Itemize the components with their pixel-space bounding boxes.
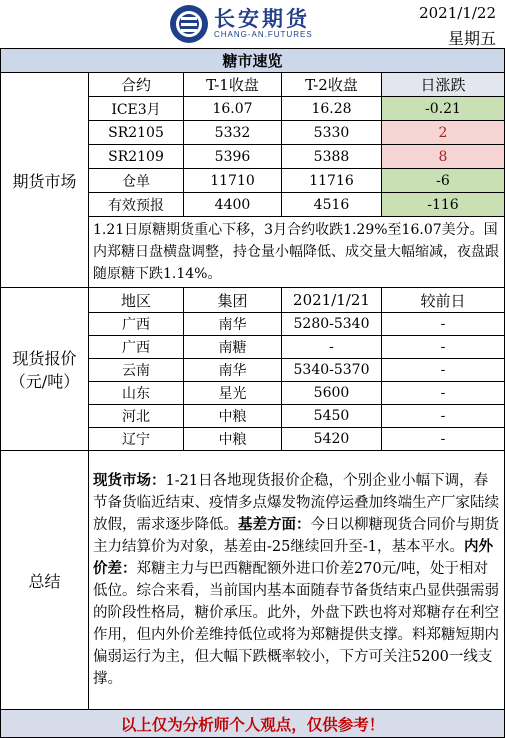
column-header: 集团 (184, 288, 282, 313)
daily-change: 8 (382, 145, 505, 169)
page-title: 糖市速览 (1, 49, 505, 73)
futures-header-row (1, 73, 505, 97)
group: 中粮 (184, 428, 282, 451)
t1-close: 5332 (184, 121, 282, 145)
summary-row (1, 451, 505, 710)
spot-price: 5340-5370 (282, 359, 382, 382)
spot-price: 5600 (282, 382, 382, 405)
price-change: - (382, 382, 505, 405)
group: 星光 (184, 382, 282, 405)
summary-text (89, 451, 505, 710)
column-header: 日涨跌 (382, 73, 505, 97)
price-change: - (382, 313, 505, 336)
column-header: 地区 (89, 288, 184, 313)
daily-change: -6 (382, 169, 505, 193)
daily-change: 2 (382, 121, 505, 145)
price-change: - (382, 336, 505, 359)
report-date: 2021/1/22 (419, 4, 496, 22)
price-change: - (382, 428, 505, 451)
contract-name: 仓单 (89, 169, 184, 193)
region: 山东 (89, 382, 184, 405)
t1-close: 5396 (184, 145, 282, 169)
group: 中粮 (184, 405, 282, 428)
sugar-market-table (0, 48, 505, 738)
region: 河北 (89, 405, 184, 428)
price-change: - (382, 359, 505, 382)
region: 辽宁 (89, 428, 184, 451)
table-title-row (1, 49, 505, 73)
group: 南华 (184, 359, 282, 382)
region: 广西 (89, 336, 184, 359)
company-logo (170, 4, 313, 44)
t1-close: 11710 (184, 169, 282, 193)
daily-change: -0.21 (382, 97, 505, 121)
column-header: 较前日 (382, 288, 505, 313)
report-weekday: 星期五 (447, 29, 496, 48)
summary-heading-basis: 基差方面： (238, 516, 311, 533)
disclaimer-row (1, 710, 505, 738)
daily-change: -116 (382, 193, 505, 217)
summary-paragraph: 1-21日各地现货报价企稳，个别企业小幅下调，春节备货临近结束、疫情多点爆发物流停运叠加终端生产厂家陆续放假，需求逐步降低。 (93, 473, 499, 533)
spot-section-unit: （元/吨） (9, 372, 80, 391)
spot-header-row (1, 288, 505, 313)
summary-heading-spread: 内外价差： (93, 538, 493, 577)
spot-section-label (1, 288, 89, 451)
column-header: 合约 (89, 73, 184, 97)
spot-price: 5280-5340 (282, 313, 382, 336)
t1-close: 16.07 (184, 97, 282, 121)
group: 南华 (184, 313, 282, 336)
summary-heading-spot: 现货市场： (93, 472, 166, 489)
summary-section-label: 总结 (1, 451, 89, 710)
column-header: T-1收盘 (184, 73, 282, 97)
logo-chinese-name: 长安期货 (214, 7, 310, 31)
logo-english-name: CHANG-AN.FUTURES (214, 30, 313, 39)
group: 南糖 (184, 336, 282, 359)
region: 云南 (89, 359, 184, 382)
column-header: 2021/1/21 (282, 288, 382, 313)
summary-paragraph: 郑糖主力与巴西糖配额外进口价差270元/吨，处于相对低位。综合来看，当前国内基本面随春节备货结束凸显供强需弱的阶段性格局，糖价承压。此外，外盘下跌也将对郑糖存在利空作用，但内外价差维持低位或将为郑糖提供支撑。料郑糖短期内偏弱运行为主，但大幅下跌概率较小，下方可关注5200一线支撑。 (93, 561, 499, 687)
summary-paragraph: 今日以柳糖现货合同价与期货主力结算价为对象，基差由-25继续回升至-1，基本平水。 (93, 517, 499, 555)
spot-price: - (282, 336, 382, 359)
t2-close: 4516 (282, 193, 382, 217)
price-change: - (382, 405, 505, 428)
disclaimer: 以上仅为分析师个人观点，仅供参考！ (1, 710, 505, 738)
t2-close: 16.28 (282, 97, 382, 121)
futures-section-label: 期货市场 (1, 73, 89, 288)
column-header: T-2收盘 (282, 73, 382, 97)
contract-name: SR2105 (89, 121, 184, 145)
t2-close: 11716 (282, 169, 382, 193)
logo-emblem-icon (170, 5, 208, 43)
contract-name: ICE3月 (89, 97, 184, 121)
spot-price: 5420 (282, 428, 382, 451)
t2-close: 5330 (282, 121, 382, 145)
t2-close: 5388 (282, 145, 382, 169)
page-header (0, 0, 504, 48)
futures-comment: 1.21日原糖期货重心下移，3月合约收跌1.29%至16.07美分。国内郑糖日盘横盘调整，持仓量小幅降低、成交量大幅缩减，夜盘跟随原糖下跌1.14%。 (89, 217, 505, 288)
spot-section-title: 现货报价 (12, 349, 77, 368)
region: 广西 (89, 313, 184, 336)
t1-close: 4400 (184, 193, 282, 217)
spot-price: 5450 (282, 405, 382, 428)
contract-name: SR2109 (89, 145, 184, 169)
contract-name: 有效预报 (89, 193, 184, 217)
